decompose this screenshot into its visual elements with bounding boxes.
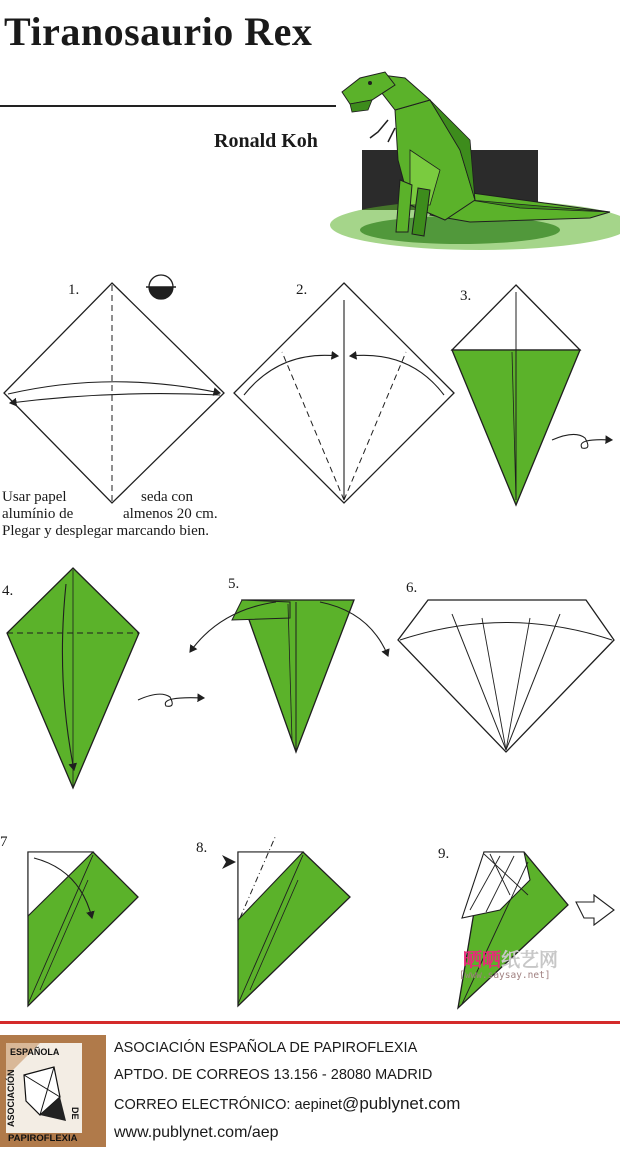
step-number-7: 7 bbox=[0, 834, 8, 850]
email-domain[interactable]: publynet.com bbox=[359, 1094, 461, 1113]
logo-text-top: ESPAÑOLA bbox=[10, 1047, 60, 1057]
step-4-diagram bbox=[7, 568, 204, 788]
logo-text-right: DE bbox=[70, 1107, 80, 1120]
step-5-diagram bbox=[190, 600, 388, 752]
step-number-6: 6. bbox=[406, 580, 418, 596]
step-number-1: 1. bbox=[68, 282, 80, 298]
watermark-logo bbox=[463, 945, 558, 972]
watermark-url: [www.saysay.net] bbox=[459, 970, 551, 981]
watermark-cn-a: 晒晒 bbox=[463, 950, 502, 971]
step-2-diagram bbox=[234, 283, 454, 503]
logo-text-left: ASOCIACIÓN bbox=[6, 1069, 16, 1127]
step-number-9: 9. bbox=[438, 846, 450, 862]
org-name: ASOCIACIÓN ESPAÑOLA DE PAPIROFLEXIA bbox=[114, 1040, 418, 1056]
instruction-line-2a: alumínio de bbox=[2, 506, 74, 522]
instruction-line-2b: almenos 20 cm. bbox=[123, 506, 218, 522]
instruction-line-3: Plegar y desplegar marcando bien. bbox=[2, 523, 210, 539]
logo-text-bottom: PAPIROFLEXIA bbox=[8, 1133, 78, 1144]
step-number-3: 3. bbox=[460, 288, 472, 304]
email-user: aepinet bbox=[294, 1097, 343, 1113]
watermark-cn-b: 纸艺网 bbox=[501, 950, 559, 971]
instruction-line-1b: seda con bbox=[141, 489, 194, 505]
step-8-diagram bbox=[222, 835, 350, 1006]
footer-divider bbox=[0, 1021, 620, 1024]
org-address: APTDO. DE CORREOS 13.156 - 28080 MADRID bbox=[114, 1067, 433, 1083]
step-number-5: 5. bbox=[228, 576, 240, 592]
email-at: @ bbox=[342, 1094, 360, 1113]
step-number-8: 8. bbox=[196, 840, 208, 856]
step-7-diagram bbox=[28, 852, 138, 1006]
step-number-4: 4. bbox=[2, 583, 14, 599]
email-label: CORREO ELECTRÓNICO: bbox=[114, 1097, 291, 1113]
author-name: Ronald Koh bbox=[214, 130, 318, 152]
step-6-diagram bbox=[398, 600, 614, 752]
step-3-diagram bbox=[452, 285, 612, 505]
org-website[interactable]: www.publynet.com/aep bbox=[114, 1124, 279, 1141]
step-number-2: 2. bbox=[296, 282, 308, 298]
org-email-line bbox=[114, 1094, 460, 1114]
instruction-line-1a: Usar papel bbox=[2, 489, 67, 505]
step-1-diagram bbox=[4, 275, 224, 503]
aep-logo bbox=[0, 1035, 106, 1147]
step-9-diagram bbox=[458, 852, 614, 1008]
t-rex-illustration bbox=[330, 72, 620, 250]
page-title: Tiranosaurio Rex bbox=[4, 9, 313, 54]
